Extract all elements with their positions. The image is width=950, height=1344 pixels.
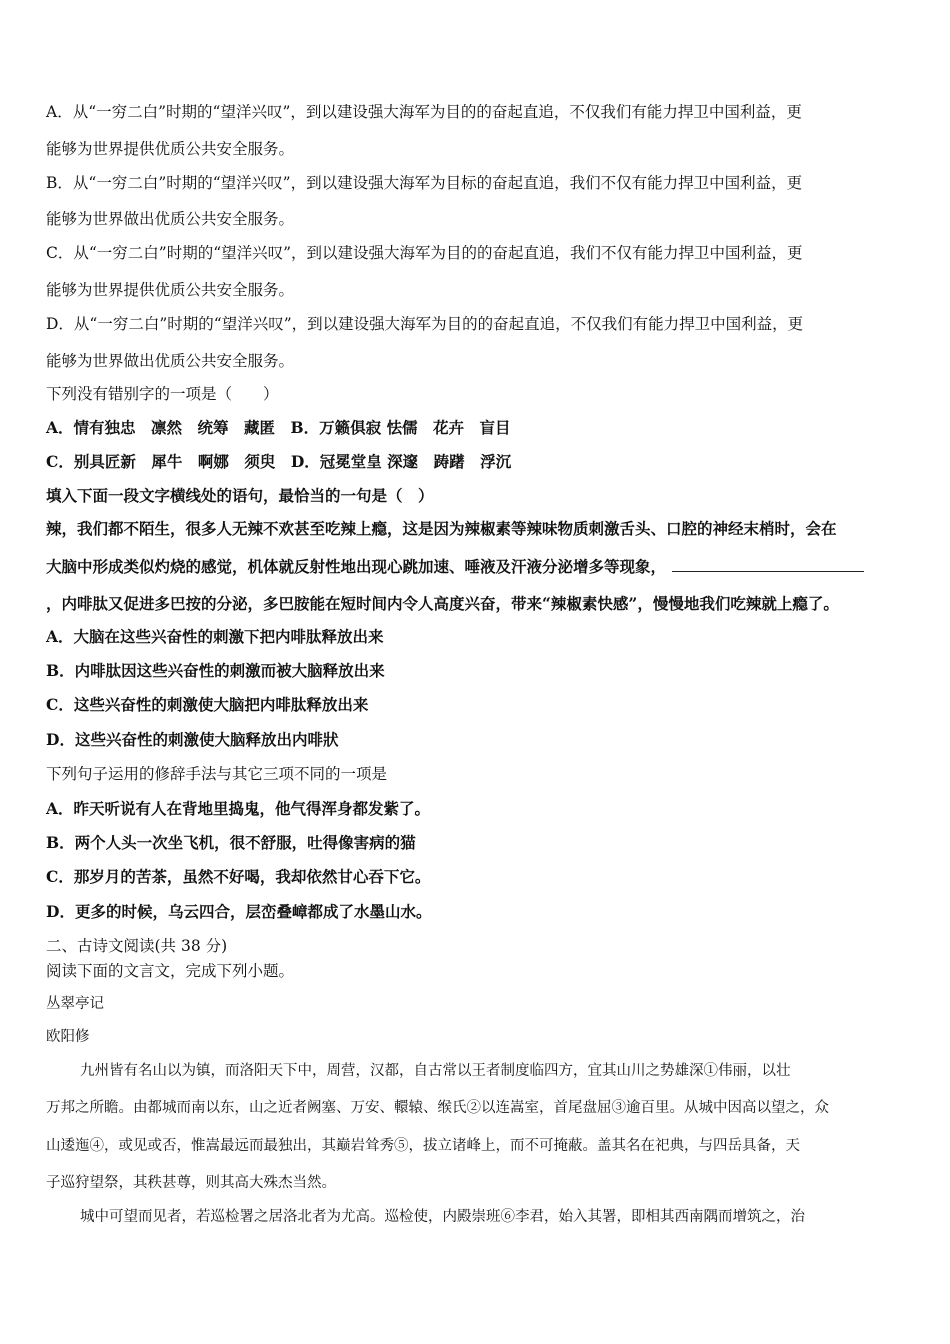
- rhetoric-option-b: B．两个人头一次坐飞机，很不舒服，吐得像害病的猫: [46, 833, 416, 852]
- fill-question-stem: 填入下面一段文字横线处的语句，最恰当的一句是（ ）: [46, 486, 434, 505]
- essay-para-1-line-4: 子巡狩望祭，其秩甚尊，则其高大殊杰当然。: [46, 1175, 336, 1191]
- fill-passage-line-2-text: 大脑中形成类似灼烧的感觉，机体就反射性地出现心跳加速、唾液及汗液分泌增多等现象，: [46, 557, 667, 576]
- option-d-line-1: D．从“一穷二白”时期的“望洋兴叹”，到以建设强大海军为目的的奋起直追，不仅我们有能力捍卫中国利益，更: [46, 315, 804, 333]
- rhetoric-option-c: C．那岁月的苦茶，虽然不好喝，我却依然甘心吞下它。: [46, 867, 431, 886]
- essay-para-1-line-3: 山逶迤④，或见或否，惟嵩最远而最独出，其巅岩耸秀⑤，拔立诸峰上，而不可掩蔽。盖其名在祀典，与四岳具备，天: [46, 1138, 800, 1154]
- option-b-line-2: 能够为世界做出优质公共安全服务。: [46, 210, 295, 228]
- fill-option-a: A．大脑在这些兴奋性的刺激下把内啡肽释放出来: [46, 627, 384, 646]
- answer-blank: [672, 557, 864, 572]
- option-a-line-1: A．从“一穷二白”时期的“望洋兴叹”，到以建设强大海军为目的的奋起直追，不仅我们有能力捍卫中国利益，更: [46, 103, 802, 121]
- fill-passage-line-3: ，内啡肽又促进多巴按的分泌，多巴胺能在短时间内令人高度兴奋，带来“辣椒素快感”，慢慢地我们吃辣就上瘾了。: [46, 594, 839, 613]
- rhetoric-option-d: D．更多的时候，乌云四合，层峦叠嶂都成了水墨山水。: [46, 902, 432, 921]
- fill-option-d: D．这些兴奋性的刺激使大脑释放出内啡狀: [46, 730, 339, 749]
- fill-passage-line-2: [46, 557, 864, 577]
- essay-author: 欧阳修: [46, 1029, 90, 1045]
- fill-passage-line-1: 辣，我们都不陌生，很多人无辣不欢甚至吃辣上瘾，这是因为辣椒素等辣味物质刺激舌头、口腔的神经末梢时，会在: [46, 519, 837, 538]
- fill-option-b: B．内啡肽因这些兴奋性的刺激而被大脑释放出来: [46, 661, 385, 680]
- essay-para-1-line-2: 万邦之所瞻。由都城而南以东，山之近者阙塞、万安、轘辕、缑氏②以连嵩室，首尾盘屈③逾百里。从城中因高以望之，众: [46, 1100, 829, 1116]
- essay-title: 丛翠亭记: [46, 996, 104, 1012]
- option-b-line-1: B．从“一穷二白”时期的“望洋兴叹”，到以建设强大海军为目标的奋起直追，我们不仅有能力捍卫中国利益，更: [46, 174, 803, 192]
- option-c-line-1: C．从“一穷二白”时期的“望洋兴叹”，到以建设强大海军为目的的奋起直追，我们不仅有能力捍卫中国利益，更: [46, 244, 803, 262]
- fill-option-c: C．这些兴奋性的刺激使大脑把内啡肽释放出来: [46, 695, 369, 714]
- essay-para-1-line-1: 九州皆有名山以为镇，而洛阳天下中，周营，汉都，自古常以王者制度临四方，宜其山川之势雄深①伟丽，以壮: [80, 1063, 791, 1079]
- section-heading: 二、古诗文阅读(共 38 分): [46, 937, 228, 955]
- typo-question-stem: 下列没有错别字的一项是（ ）: [46, 385, 279, 403]
- rhetoric-question-stem: 下列句子运用的修辞手法与其它三项不同的一项是: [46, 765, 388, 783]
- essay-para-2-line-1: 城中可望而见者，若巡检署之居洛北者为尤高。巡检使，内殿崇班⑥李君，始入其署，即相其西南隅而增筑之，治: [80, 1209, 805, 1225]
- option-d-line-2: 能够为世界做出优质公共安全服务。: [46, 352, 295, 370]
- option-a-line-2: 能够为世界提供优质公共安全服务。: [46, 140, 295, 158]
- section-instruction: 阅读下面的文言文，完成下列小题。: [46, 962, 295, 980]
- typo-options-row-1: A．情有独忠 凛然 统筹 藏匿 B．万籁俱寂 怯儒 花卉 盲目: [46, 418, 511, 437]
- typo-options-row-2: C．别具匠新 犀牛 啊娜 须臾 D．冠冕堂皇 深邃 踌躇 浮沉: [46, 452, 512, 471]
- option-c-line-2: 能够为世界提供优质公共安全服务。: [46, 281, 295, 299]
- rhetoric-option-a: A．昨天听说有人在背地里捣鬼，他气得浑身都发紫了。: [46, 799, 431, 818]
